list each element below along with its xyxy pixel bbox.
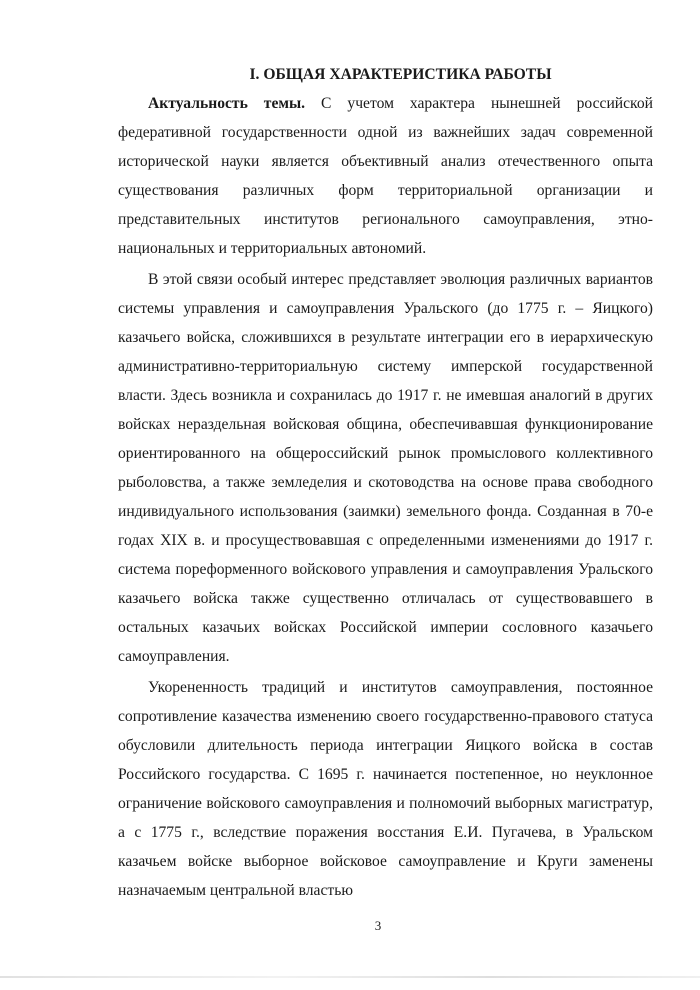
page-number: 3 [374,918,382,933]
paragraph-relevance [118,89,653,263]
paragraph-traditions [118,673,653,905]
paragraph-text: С учетом характера нынешней российской федеративной государственности одной из важнейших задач современной исторической науки является объективный анализ отечественного опыта существования различных форм территориальной организации и представительных институтов регионального самоуправления, этно-национальных и территориальных автономий. [118,95,653,257]
section-title: I. ОБЩАЯ ХАРАКТЕРИСТИКА РАБОТЫ [249,66,552,83]
paragraph-text: Укорененность традиций и институтов самоуправления, постоянное сопротивление казачества изменению своего государственно-правового статуса обусловили длительность периода интеграции Яицкого войска в состав Российского государства. С 1695 г. начинается постепенное, но неуклонное ограничение войскового самоуправления и полномочий выборных магистратур, а с 1775 г., вследствие поражения восстания Е.И. Пугачева, в Уральском казачьем войске выборное войсковое самоуправление и Круги заменены назначаемым центральной властью [118,679,653,899]
paragraph-lead: Актуальность темы. [148,95,306,112]
paragraph-text: В этой связи особый интерес представляет эволюция различных вариантов системы управления и самоуправления Уральского (до 1775 г. – Яицкого) казачьего войска, сложившихся в результате интеграции его в иерархическую административно-территориальную систему имперской государственной власти. Здесь возникла и сохранилась до 1917 г. не имевшая аналогий в других войсках нераздельная войсковая община, обеспечивавшая функционирование ориентированного на общероссийский рынок промыслового коллективного рыболовства, а также земледелия и скотоводства на основе права свободного индивидуального использования (заимки) земельного фонда. Созданная в 70-е годах XIX в. и просуществовавшая с определенными изменениями до 1917 г. система пореформенного войскового управления и самоуправления Уральского казачьего войска также существенно отличалась от существовавшего в остальных казачьих войсках Российской империи сословного казачьего самоуправления. [118,271,653,665]
paragraph-evolution [118,265,653,671]
scan-edge-divider [0,976,700,978]
main-text [118,60,653,905]
